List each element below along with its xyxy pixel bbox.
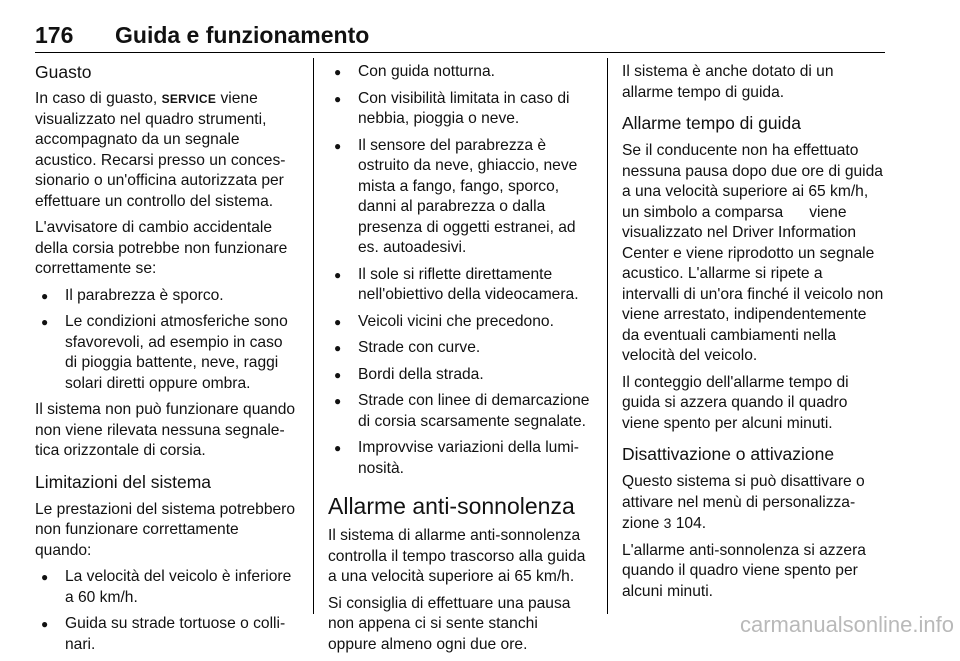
column-divider-2 — [607, 58, 608, 614]
service-indicator: SERVICE — [161, 92, 217, 106]
list-item: ● Le condizioni atmosferiche sono sfavorevoli, ad esempio in caso di pioggia battente, neve, raggi solari diretti oppure ombra. — [35, 312, 297, 394]
list-item: ● Veicoli vicini che precedono. — [328, 312, 590, 333]
paragraph-avvisatore: L'avvisatore di cambio accidentale della corsia potrebbe non funzionare correttamente se: — [35, 219, 288, 277]
heading-disattivazione: Disattivazione o attivazione — [622, 444, 835, 464]
bullet-list-1 — [35, 286, 297, 395]
list-item: ● Il sensore del parabrezza è ostruito da neve, ghiaccio, neve mista a fango, fango, sporco, danni al parabrezza o dalla presenza di oggetti estranei, ad es. autoadesivi. — [328, 136, 590, 259]
bullet-list-3 — [328, 62, 590, 479]
heading-allarme-tempo-guida: Allarme tempo di guida — [622, 113, 801, 133]
paragraph-conteggio: Il conteggio dell'allarme tempo di guida si azzera quando il quadro viene spento per alcuni minuti. — [622, 373, 849, 432]
list-item: ● Improvvise variazioni della lumi-nosità. — [328, 438, 590, 479]
list-item: ● Con guida notturna. — [328, 62, 590, 83]
list-item: ● Il parabrezza è sporco. — [35, 286, 297, 307]
page-title: Guida e funzionamento — [115, 22, 370, 48]
text: Se il conducente non ha effettuato nessuna pausa dopo due ore di guida a una velocità superiore ai 65 km/h, un simbolo a comparsa — [622, 142, 883, 221]
paragraph-prestazioni: Le prestazioni del sistema potrebbero non funzionare correttamente quando: — [35, 500, 296, 559]
text: viene visualizzato nel Driver Information Center e viene riprodotto un segnale acustico. L'allarme si ripete a intervalli di un'ora finché il veicolo non viene arrestato, indipendentemente da eventuali cambiamenti nella velocità del veicolo. — [622, 203, 884, 364]
column-3 — [622, 62, 884, 608]
list-item: ● Strade con linee di demarcazione di corsia scarsamente segnalate. — [328, 391, 590, 432]
list-item: ● La velocità del veicolo è inferiore a 60 km/h. — [35, 567, 297, 608]
list-item: ● Strade con curve. — [328, 338, 590, 359]
list-item: ● Guida su strade tortuose o colli-nari. — [35, 614, 297, 655]
list-item: ● Con visibilità limitata in caso di nebbia, pioggia o neve. — [328, 89, 590, 130]
paragraph-disattivare — [622, 472, 884, 535]
paragraph-azzera: L'allarme anti-sonnolenza si azzera quando il quadro viene spento per alcuni minuti. — [622, 541, 866, 600]
page-header — [35, 18, 885, 53]
list-item: ● Bordi della strada. — [328, 365, 590, 386]
text: viene visualizzato nel quadro strumenti, accompagnato da un segnale acustico. Recarsi presso un conces-sionario o un'officina autorizzata per effettuare un controllo del sistema. — [35, 90, 286, 210]
paragraph-conducente — [622, 141, 884, 367]
heading-allarme-anti-sonnolenza: Allarme anti-sonnolenza — [328, 493, 575, 519]
text: In caso di guasto, — [35, 90, 162, 107]
column-divider-1 — [313, 58, 314, 614]
heading-guasto: Guasto — [35, 62, 92, 82]
list-item: ● Il sole si riflette direttamente nell'obiettivo della videocamera. — [328, 265, 590, 306]
column-2 — [328, 62, 590, 661]
paragraph-allarme-tempo: Il sistema è anche dotato di un allarme tempo di guida. — [622, 63, 834, 101]
column-1 — [35, 62, 297, 661]
page-reference: 104. — [671, 515, 707, 532]
paragraph-guasto — [35, 89, 297, 212]
paragraph-allarme: Il sistema di allarme anti-sonnolenza controlla il tempo trascorso alla guida a una velocità superiore ai 65 km/h. — [328, 527, 586, 585]
page-number: 176 — [35, 22, 74, 48]
text: Questo sistema si può disattivare o attivare nel menù di personalizza-zione — [622, 473, 865, 532]
page-ref-arrow-icon: 3 — [663, 515, 672, 531]
paragraph-pausa: Si consiglia di effettuare una pausa non appena ci si sente stanchi oppure almeno ogni due ore. — [328, 594, 571, 653]
paragraph-segnaletica: Il sistema non può funzionare quando non viene rilevata nessuna segnale-tica orizzontale di corsia. — [35, 401, 296, 459]
watermark: carmanualsonline.info — [739, 612, 954, 637]
heading-limitazioni: Limitazioni del sistema — [35, 471, 212, 492]
